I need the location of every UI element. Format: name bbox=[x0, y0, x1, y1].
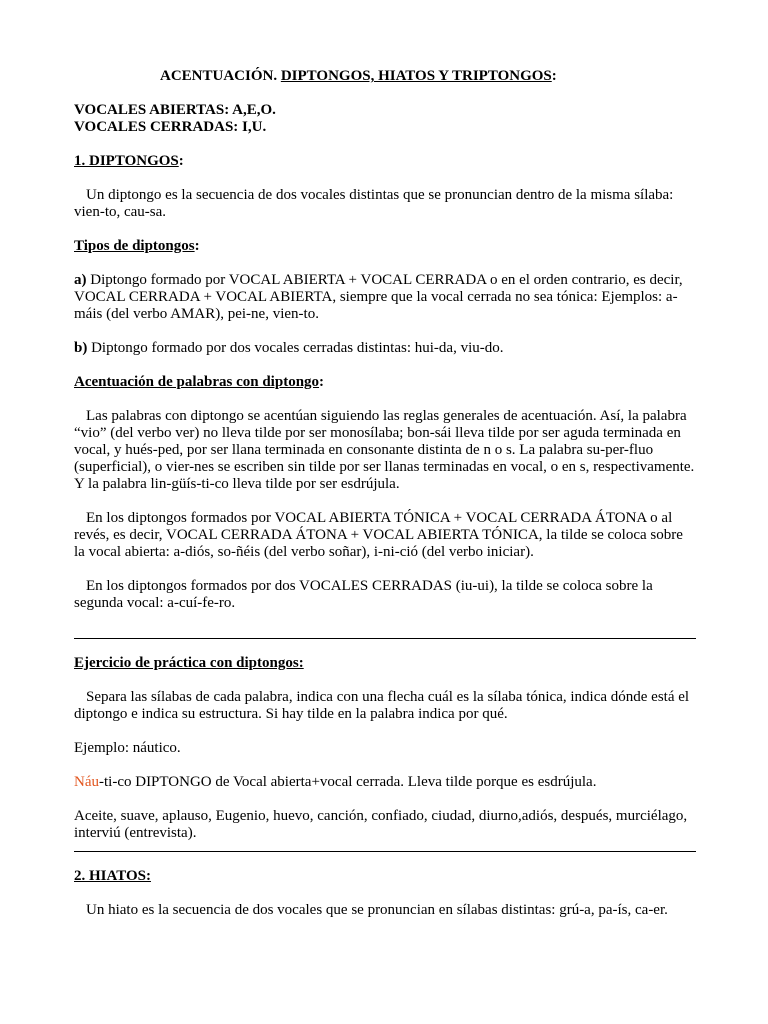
document-content bbox=[74, 68, 696, 919]
diptongos-heading bbox=[74, 153, 696, 170]
diptongos-heading-text: 1. DIPTONGOS bbox=[74, 153, 179, 169]
section-divider-2 bbox=[74, 851, 696, 852]
tipo-b-text: Diptongo formado por dos vocales cerradas distintas: hui-da, viu-do. bbox=[87, 340, 504, 356]
hiato-definition: Un hiato es la secuencia de dos vocales que se pronuncian en sílabas distintas: grú-a, pa-ís, ca-er. bbox=[86, 902, 668, 918]
tipo-b-label: b) bbox=[74, 340, 88, 356]
document-title bbox=[74, 68, 696, 85]
tipos-heading-text: Tipos de diptongos bbox=[74, 238, 195, 254]
acentuacion-heading-suffix: : bbox=[319, 374, 325, 390]
acentuacion-heading bbox=[74, 374, 696, 391]
ejercicio-instructions: Separa las sílabas de cada palabra, indica con una flecha cuál es la sílaba tónica, indica dónde está el diptongo e indica su estructura. Si hay tilde en la palabra indica por qué. bbox=[74, 689, 690, 722]
ejercicio-example-label: Ejemplo: náutico. bbox=[74, 740, 181, 756]
section-divider-1 bbox=[74, 638, 696, 639]
diptongos-heading-suffix: : bbox=[178, 153, 184, 169]
ejercicio-example-answer bbox=[74, 774, 696, 791]
diptongo-definition: Un diptongo es la secuencia de dos vocales distintas que se pronuncian dentro de la misma sílaba: vien-to, cau-sa. bbox=[74, 187, 674, 220]
tipo-a-text: Diptongo formado por VOCAL ABIERTA + VOCAL CERRADA o en el orden contrario, es decir, VOCAL CERRADA + VOCAL ABIERTA, siempre que la vocal cerrada no sea tónica: Ejemplos: a-máis (del verbo AMAR), pei-ne, vien-to. bbox=[74, 272, 683, 322]
title-prefix: ACENTUACIÓN. bbox=[160, 68, 281, 84]
hiatos-heading: 2. HIATOS: bbox=[74, 868, 151, 884]
vocales-abiertas: VOCALES ABIERTAS: A,E,O. bbox=[74, 102, 276, 118]
example-highlight-syllable: Náu bbox=[74, 774, 99, 790]
tipos-heading bbox=[74, 238, 696, 255]
acentuacion-paragraph-2: En los diptongos formados por VOCAL ABIERTA TÓNICA + VOCAL CERRADA ÁTONA o al revés, es decir, VOCAL CERRADA ÁTONA + VOCAL ABIERTA TÓNICA, la tilde se coloca sobre la vocal abierta: a-diós, so-ñéis (del verbo soñar), i-ni-ció (del verbo iniciar). bbox=[74, 510, 683, 560]
tipo-a-paragraph bbox=[74, 272, 696, 323]
acentuacion-paragraph-1: Las palabras con diptongo se acentúan siguiendo las reglas generales de acentuación. Así, la palabra “vio” (del verbo ver) no lleva tilde por ser monosílaba; bon-sái lleva tilde por ser aguda terminada en vocal, y hués-ped, por ser llana terminada en consonante distinta de n o s. La palabra su-per-fluo (superficial), o vier-nes se escriben sin tilde por ser llanas terminadas en vocal, o en s, respectivamente. Y la palabra lin-güís-ti-co lleva tilde por ser esdrújula. bbox=[74, 408, 695, 492]
ejercicio-word-list: Aceite, suave, aplauso, Eugenio, huevo, canción, confiado, ciudad, diurno,adiós, después, murciélago, interviú (entrevista). bbox=[74, 808, 688, 841]
ejercicio-heading: Ejercicio de práctica con diptongos: bbox=[74, 655, 304, 671]
tipo-a-label: a) bbox=[74, 272, 87, 288]
title-suffix: : bbox=[551, 68, 557, 84]
tipos-heading-suffix: : bbox=[194, 238, 200, 254]
vocales-cerradas: VOCALES CERRADAS: I,U. bbox=[74, 119, 267, 135]
title-underlined: DIPTONGOS, HIATOS Y TRIPTONGOS bbox=[280, 68, 552, 84]
example-answer-rest: -ti-co DIPTONGO de Vocal abierta+vocal cerrada. Lleva tilde porque es esdrújula. bbox=[99, 774, 597, 790]
acentuacion-heading-text: Acentuación de palabras con diptongo bbox=[74, 374, 320, 390]
tipo-b-paragraph bbox=[74, 340, 696, 357]
acentuacion-paragraph-3: En los diptongos formados por dos VOCALES CERRADAS (iu-ui), la tilde se coloca sobre la segunda vocal: a-cuí-fe-ro. bbox=[74, 578, 653, 611]
